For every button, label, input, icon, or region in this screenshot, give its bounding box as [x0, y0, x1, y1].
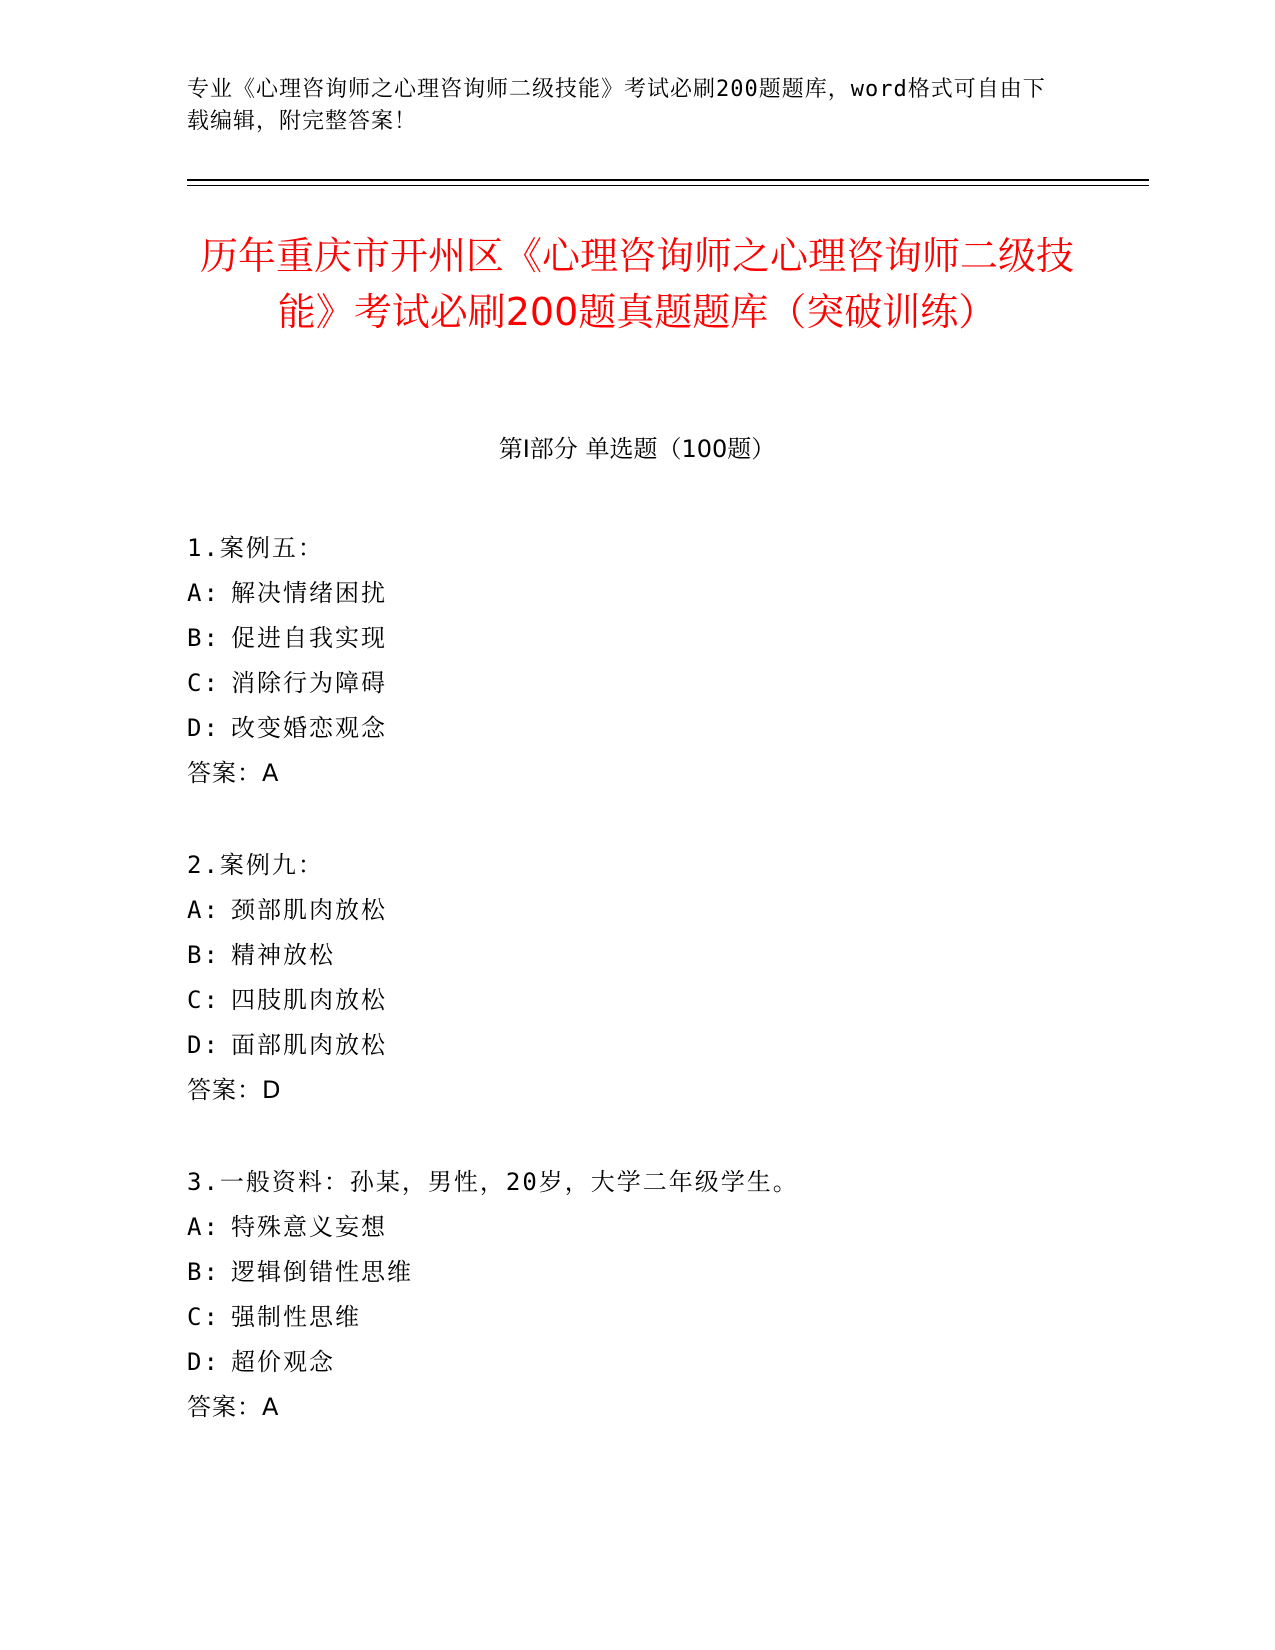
- answer-line: 答案：A: [187, 1393, 280, 1421]
- option-c: [187, 661, 1147, 706]
- option-text: 消除行为障碍: [231, 669, 387, 697]
- question-stem: 3.一般资料：孙某，男性，20岁，大学二年级学生。: [187, 1168, 799, 1196]
- option-letter: B:: [187, 1258, 220, 1286]
- option-text: 精神放松: [231, 941, 335, 969]
- option-letter: B:: [187, 941, 220, 969]
- option-d: [187, 706, 1147, 751]
- option-letter: A:: [187, 579, 220, 607]
- option-c: [187, 1295, 1147, 1340]
- option-text: 颈部肌肉放松: [231, 896, 387, 924]
- answer-line: 答案：D: [187, 1076, 282, 1104]
- document-title: 历年重庆市开州区《心理咨询师之心理咨询师二级技能》考试必刷200题真题题库（突破训练）: [199, 234, 1074, 334]
- option-d: [187, 1023, 1147, 1068]
- option-text: 四肢肌肉放松: [231, 986, 387, 1014]
- answer-line: 答案：A: [187, 759, 280, 787]
- option-letter: B:: [187, 624, 220, 652]
- question-stem: 1.案例五：: [187, 534, 324, 562]
- option-letter: C:: [187, 986, 220, 1014]
- option-b: [187, 933, 1147, 978]
- option-letter: C:: [187, 1303, 220, 1331]
- header-note: 专业《心理咨询师之心理咨询师二级技能》考试必刷200题题库，word格式可自由下载编辑，附完整答案！: [187, 77, 1046, 134]
- option-a: [187, 571, 1147, 616]
- option-letter: C:: [187, 669, 220, 697]
- option-a: [187, 888, 1147, 933]
- option-text: 逻辑倒错性思维: [231, 1258, 413, 1286]
- section-title: 第Ⅰ部分 单选题（100题）: [498, 435, 776, 463]
- header-rule-thick: [187, 179, 1149, 181]
- option-text: 面部肌肉放松: [231, 1031, 387, 1059]
- option-text: 促进自我实现: [231, 624, 387, 652]
- option-letter: A:: [187, 1213, 220, 1241]
- header-rule-thin: [187, 185, 1149, 186]
- option-text: 特殊意义妄想: [231, 1213, 387, 1241]
- option-d: [187, 1340, 1147, 1385]
- option-c: [187, 978, 1147, 1023]
- question-list: [187, 526, 1147, 1477]
- option-b: [187, 1250, 1147, 1295]
- option-text: 强制性思维: [231, 1303, 361, 1331]
- option-text: 解决情绪困扰: [231, 579, 387, 607]
- question-3: [187, 1160, 1147, 1430]
- option-letter: D:: [187, 714, 220, 742]
- question-2: [187, 843, 1147, 1113]
- option-text: 超价观念: [231, 1348, 335, 1376]
- option-letter: D:: [187, 1031, 220, 1059]
- option-a: [187, 1205, 1147, 1250]
- option-text: 改变婚恋观念: [231, 714, 387, 742]
- question-1: [187, 526, 1147, 796]
- option-letter: D:: [187, 1348, 220, 1376]
- question-stem: 2.案例九：: [187, 851, 324, 879]
- option-b: [187, 616, 1147, 661]
- option-letter: A:: [187, 896, 220, 924]
